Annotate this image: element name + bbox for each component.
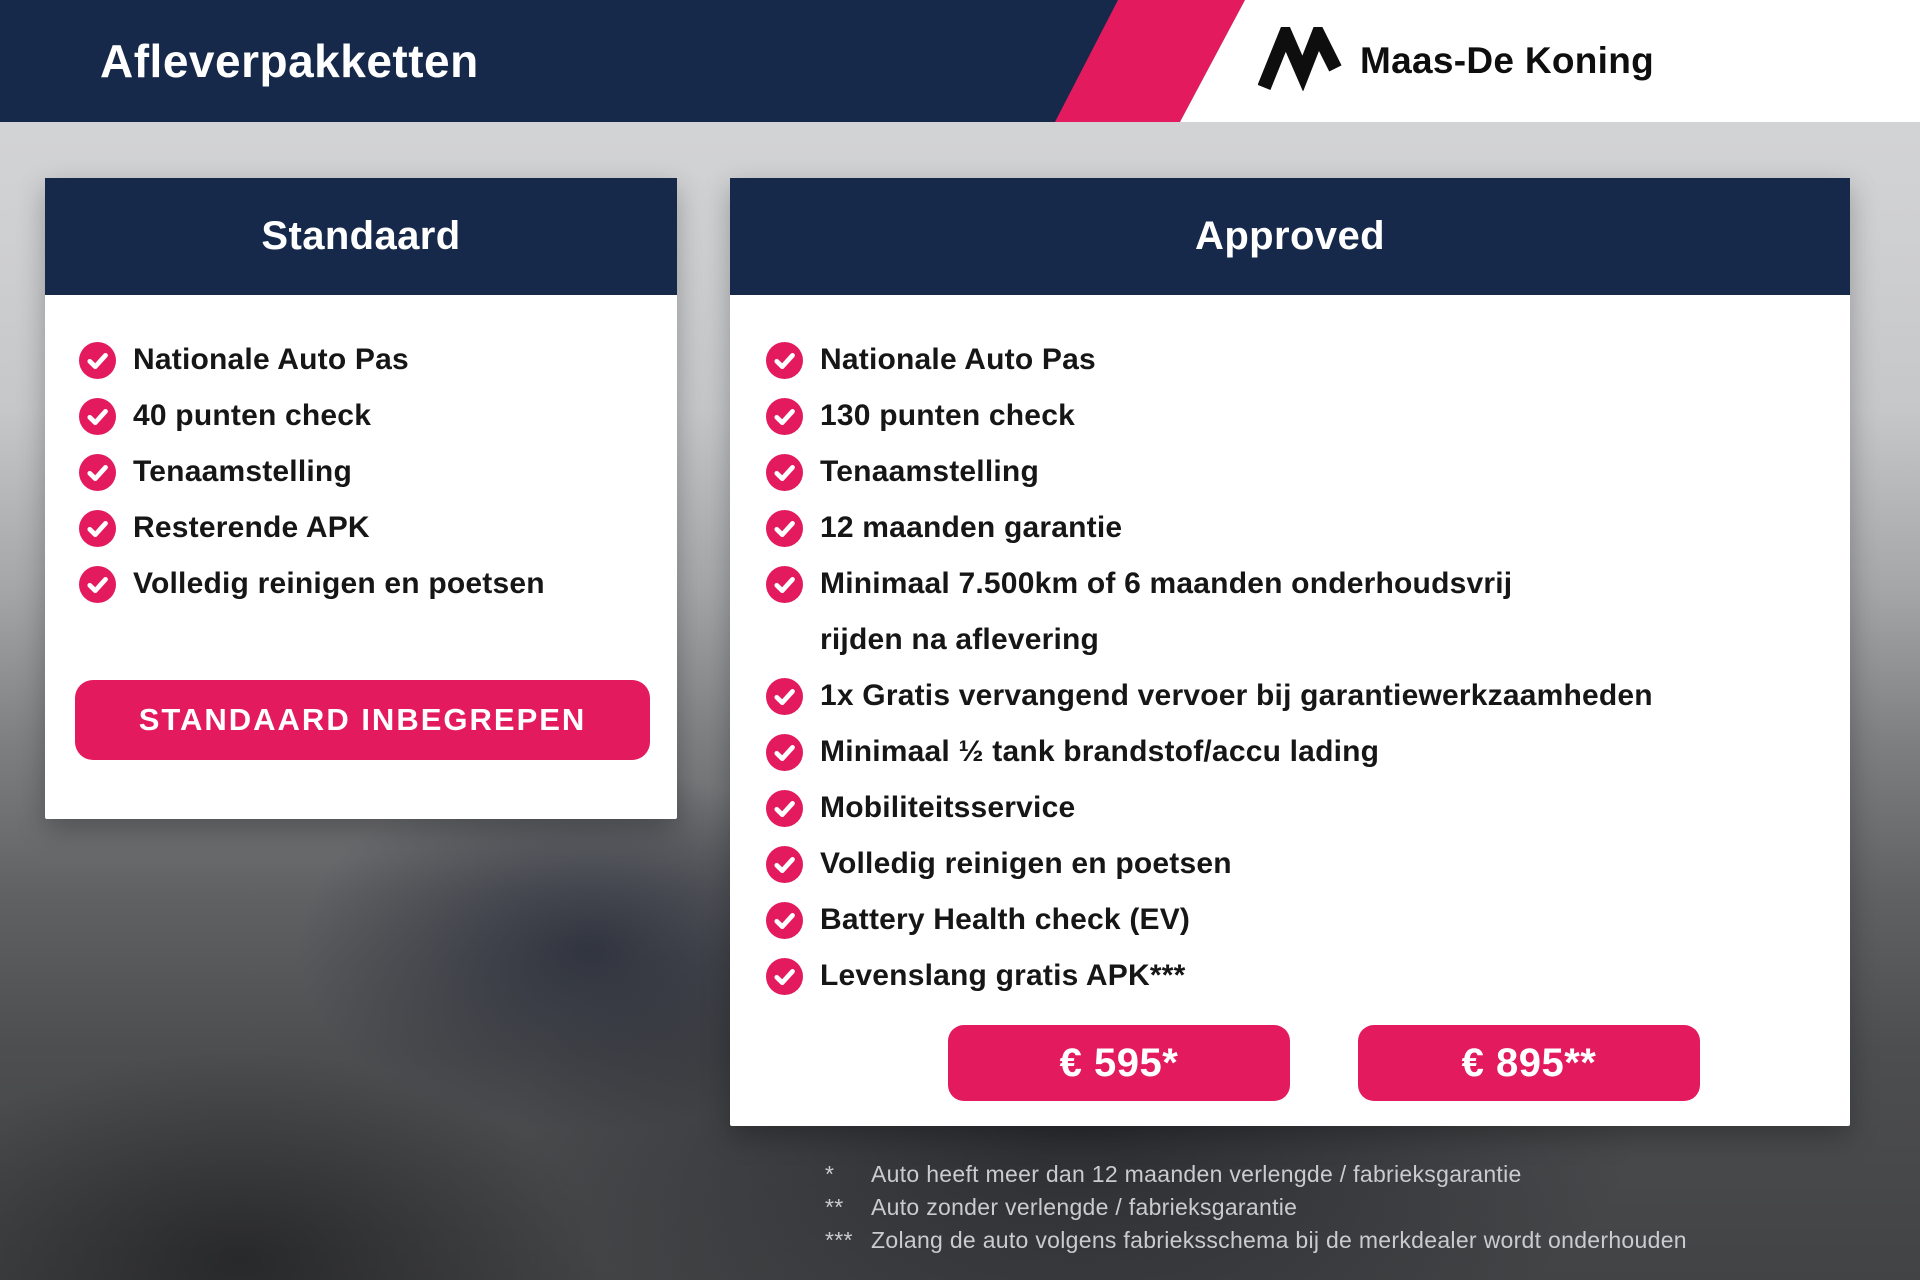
list-item-label: Minimaal ½ tank brandstof/accu lading (820, 735, 1380, 768)
list-item (766, 780, 1830, 836)
standaard-feature-list (45, 295, 677, 612)
check-icon (766, 342, 803, 379)
brand-name: Maas-De Koning (1360, 40, 1655, 81)
price-895-button[interactable]: € 895** (1358, 1025, 1700, 1101)
footnote-text: Zolang de auto volgens fabrieksschema bij de merkdealer wordt onderhouden (871, 1227, 1687, 1253)
list-item-label: 130 punten check (820, 399, 1075, 432)
list-item (766, 948, 1830, 1004)
list-item (766, 444, 1830, 500)
approved-card-title: Approved (730, 178, 1850, 295)
footnote-marker: * (825, 1161, 835, 1187)
footnote-text: Auto zonder verlengde / fabrieksgarantie (871, 1194, 1298, 1220)
list-item (766, 388, 1830, 444)
footnote-text: Auto heeft meer dan 12 maanden verlengde / fabrieksgarantie (871, 1161, 1522, 1187)
footnote-marker: *** (825, 1227, 853, 1253)
list-item-label: Volledig reinigen en poetsen (133, 567, 545, 600)
standaard-inbegrepen-button[interactable]: STANDAARD INBEGREPEN (75, 680, 650, 760)
list-item (766, 724, 1830, 780)
check-icon (766, 398, 803, 435)
list-item-label: 12 maanden garantie (820, 511, 1123, 544)
list-item-label: Tenaamstelling (133, 455, 352, 488)
list-item (79, 500, 657, 556)
list-item-label: 1x Gratis vervangend vervoer bij garantiewerkzaamheden (820, 679, 1653, 712)
list-item (766, 500, 1830, 556)
check-icon (766, 902, 803, 939)
list-item (79, 388, 657, 444)
list-item (79, 332, 657, 388)
list-item (766, 836, 1830, 892)
list-item (766, 332, 1830, 388)
approved-card (730, 178, 1850, 1126)
check-icon (766, 958, 803, 995)
header-bar (0, 0, 1920, 122)
check-icon (766, 510, 803, 547)
list-item-label: Resterende APK (133, 511, 370, 544)
check-icon (766, 454, 803, 491)
brand-logo (1258, 0, 1654, 122)
check-icon (79, 566, 116, 603)
list-item-label: Nationale Auto Pas (820, 343, 1096, 376)
check-icon (79, 398, 116, 435)
footnotes (825, 1158, 1687, 1257)
price-595-button[interactable]: € 595* (948, 1025, 1290, 1101)
list-item (766, 668, 1830, 724)
footnote-marker: ** (825, 1194, 844, 1220)
check-icon (766, 734, 803, 771)
list-item (79, 444, 657, 500)
list-item-label: Levenslang gratis APK*** (820, 959, 1186, 992)
list-item-label: Mobiliteitsservice (820, 791, 1076, 824)
check-icon (766, 678, 803, 715)
list-item-label: Nationale Auto Pas (133, 343, 409, 376)
brand-m-icon (1258, 27, 1344, 96)
check-icon (766, 566, 803, 603)
list-item (766, 556, 1830, 612)
standaard-card (45, 178, 677, 819)
list-item-label: rijden na aflevering (820, 623, 1100, 656)
list-item (79, 556, 657, 612)
list-item-label: 40 punten check (133, 399, 372, 432)
list-item-label: Minimaal 7.500km of 6 maanden onderhoudsvrij (820, 567, 1513, 600)
approved-feature-list (730, 295, 1850, 1004)
list-item (766, 892, 1830, 948)
check-icon (79, 510, 116, 547)
list-item-label: Volledig reinigen en poetsen (820, 847, 1232, 880)
check-icon (79, 454, 116, 491)
check-icon (766, 846, 803, 883)
page-title: Afleverpakketten (100, 35, 479, 87)
list-item-label: Battery Health check (EV) (820, 903, 1191, 936)
check-icon (79, 342, 116, 379)
footnote-line (825, 1158, 1687, 1191)
footnote-line (825, 1191, 1687, 1224)
list-item-label: Tenaamstelling (820, 455, 1039, 488)
check-icon (766, 790, 803, 827)
standaard-card-title: Standaard (45, 178, 677, 295)
footnote-line (825, 1224, 1687, 1257)
list-item-continuation (766, 612, 1830, 668)
